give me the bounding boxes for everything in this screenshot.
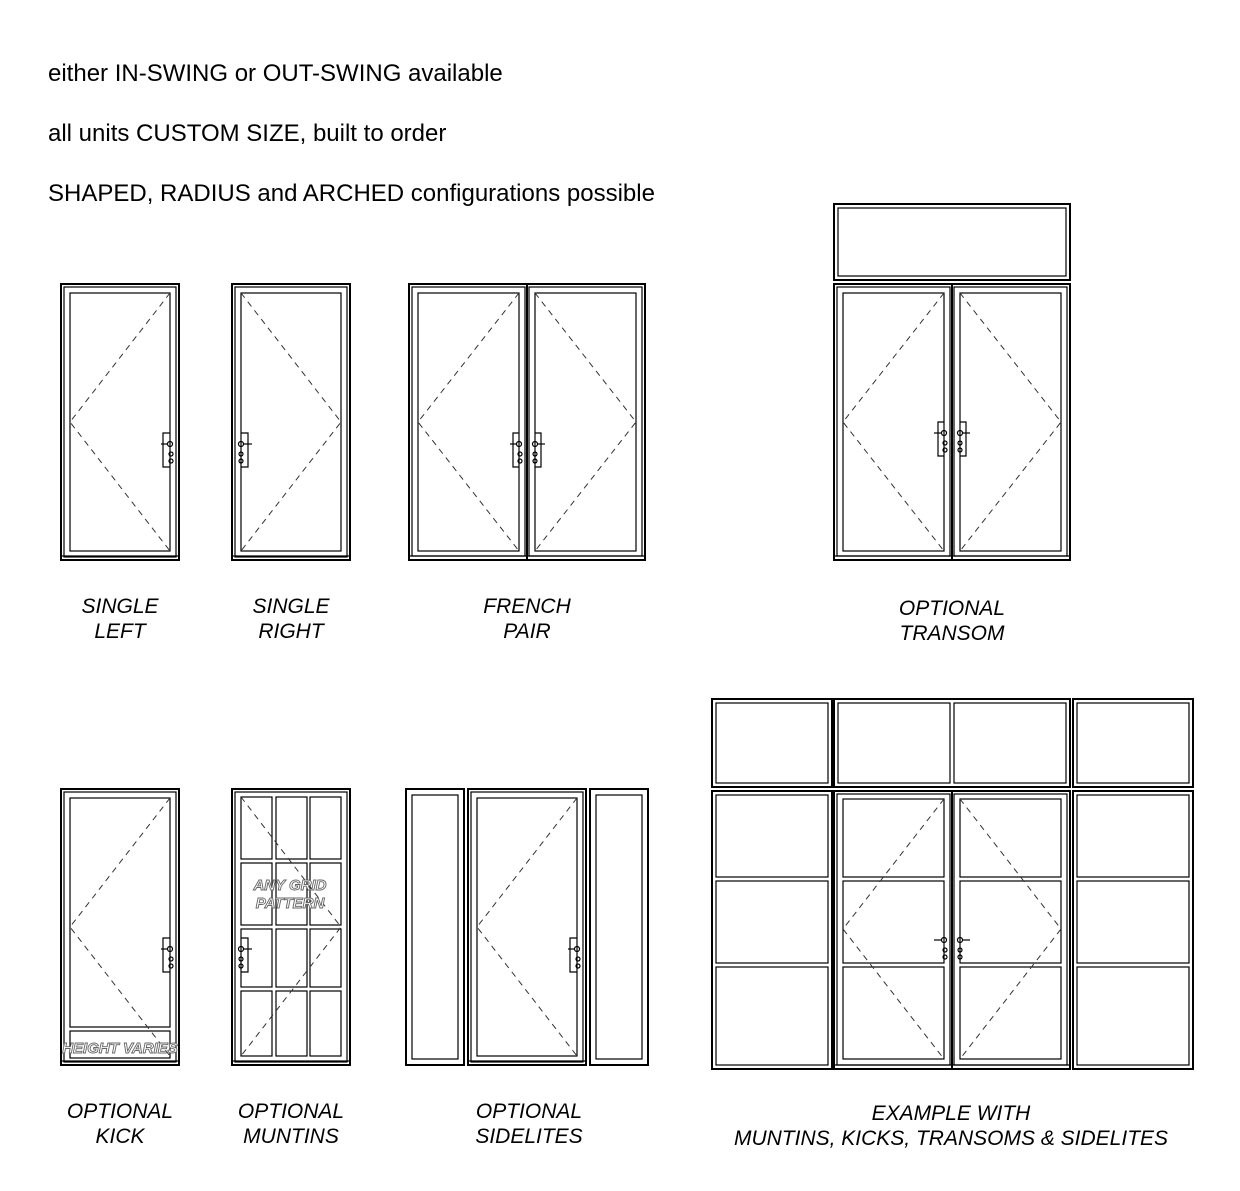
caption-single-left bbox=[81, 594, 158, 644]
door-handle-icon bbox=[934, 938, 947, 960]
caption-example bbox=[734, 1101, 1168, 1151]
caption-line: TRANSOM bbox=[899, 622, 1005, 645]
caption-line: OPTIONAL bbox=[66, 1100, 174, 1123]
caption-line: EXAMPLE WITH bbox=[871, 1102, 1031, 1125]
door-single-left bbox=[61, 284, 179, 560]
caption-optional-sidelites bbox=[475, 1099, 582, 1149]
note-swing: either IN-SWING or OUT-SWING available bbox=[48, 60, 503, 87]
door-handle-icon bbox=[934, 422, 947, 456]
door-optional-muntins bbox=[232, 789, 350, 1065]
door-full-example bbox=[712, 699, 1193, 1069]
caption-line: FRENCH bbox=[483, 595, 571, 618]
caption-line: SIDELITES bbox=[475, 1125, 583, 1148]
caption-optional-muntins bbox=[238, 1099, 344, 1149]
caption-line: OPTIONAL bbox=[475, 1100, 583, 1123]
caption-optional-transom bbox=[899, 596, 1005, 646]
door-french-pair bbox=[409, 284, 645, 560]
caption-line: MUNTINS, KICKS, TRANSOMS & SIDELITES bbox=[733, 1127, 1169, 1150]
caption-optional-kick bbox=[67, 1099, 173, 1149]
caption-french-pair bbox=[483, 594, 571, 644]
caption-line: LEFT bbox=[94, 620, 146, 643]
door-handle-icon bbox=[568, 938, 580, 972]
caption-line: OPTIONAL bbox=[237, 1100, 345, 1123]
door-optional-sidelites bbox=[406, 789, 648, 1065]
caption-line: KICK bbox=[95, 1125, 145, 1148]
door-single-right bbox=[232, 284, 350, 560]
door-handle-icon bbox=[958, 422, 971, 456]
door-handle-icon bbox=[533, 433, 546, 467]
note-shaped: SHAPED, RADIUS and ARCHED configurations possible bbox=[48, 180, 655, 207]
caption-line: SINGLE bbox=[252, 595, 330, 618]
height-varies-label: HEIGHT VARIES bbox=[62, 1040, 178, 1057]
note-custom-size: all units CUSTOM SIZE, built to order bbox=[48, 120, 447, 147]
door-handle-icon bbox=[510, 433, 522, 467]
caption-line: RIGHT bbox=[258, 620, 324, 643]
any-grid-label-line1: ANY GRID bbox=[253, 877, 327, 894]
caption-line: SINGLE bbox=[81, 595, 159, 618]
caption-line: MUNTINS bbox=[243, 1125, 339, 1148]
door-optional-kick bbox=[61, 789, 179, 1065]
any-grid-label-line2: PATTERN bbox=[255, 895, 325, 912]
door-handle-icon bbox=[958, 938, 971, 960]
caption-line: PAIR bbox=[503, 620, 551, 643]
door-optional-transom bbox=[834, 204, 1070, 560]
caption-line: OPTIONAL bbox=[898, 597, 1006, 620]
caption-single-right bbox=[252, 594, 329, 644]
door-handle-icon bbox=[161, 938, 173, 972]
door-handle-icon bbox=[161, 433, 173, 467]
